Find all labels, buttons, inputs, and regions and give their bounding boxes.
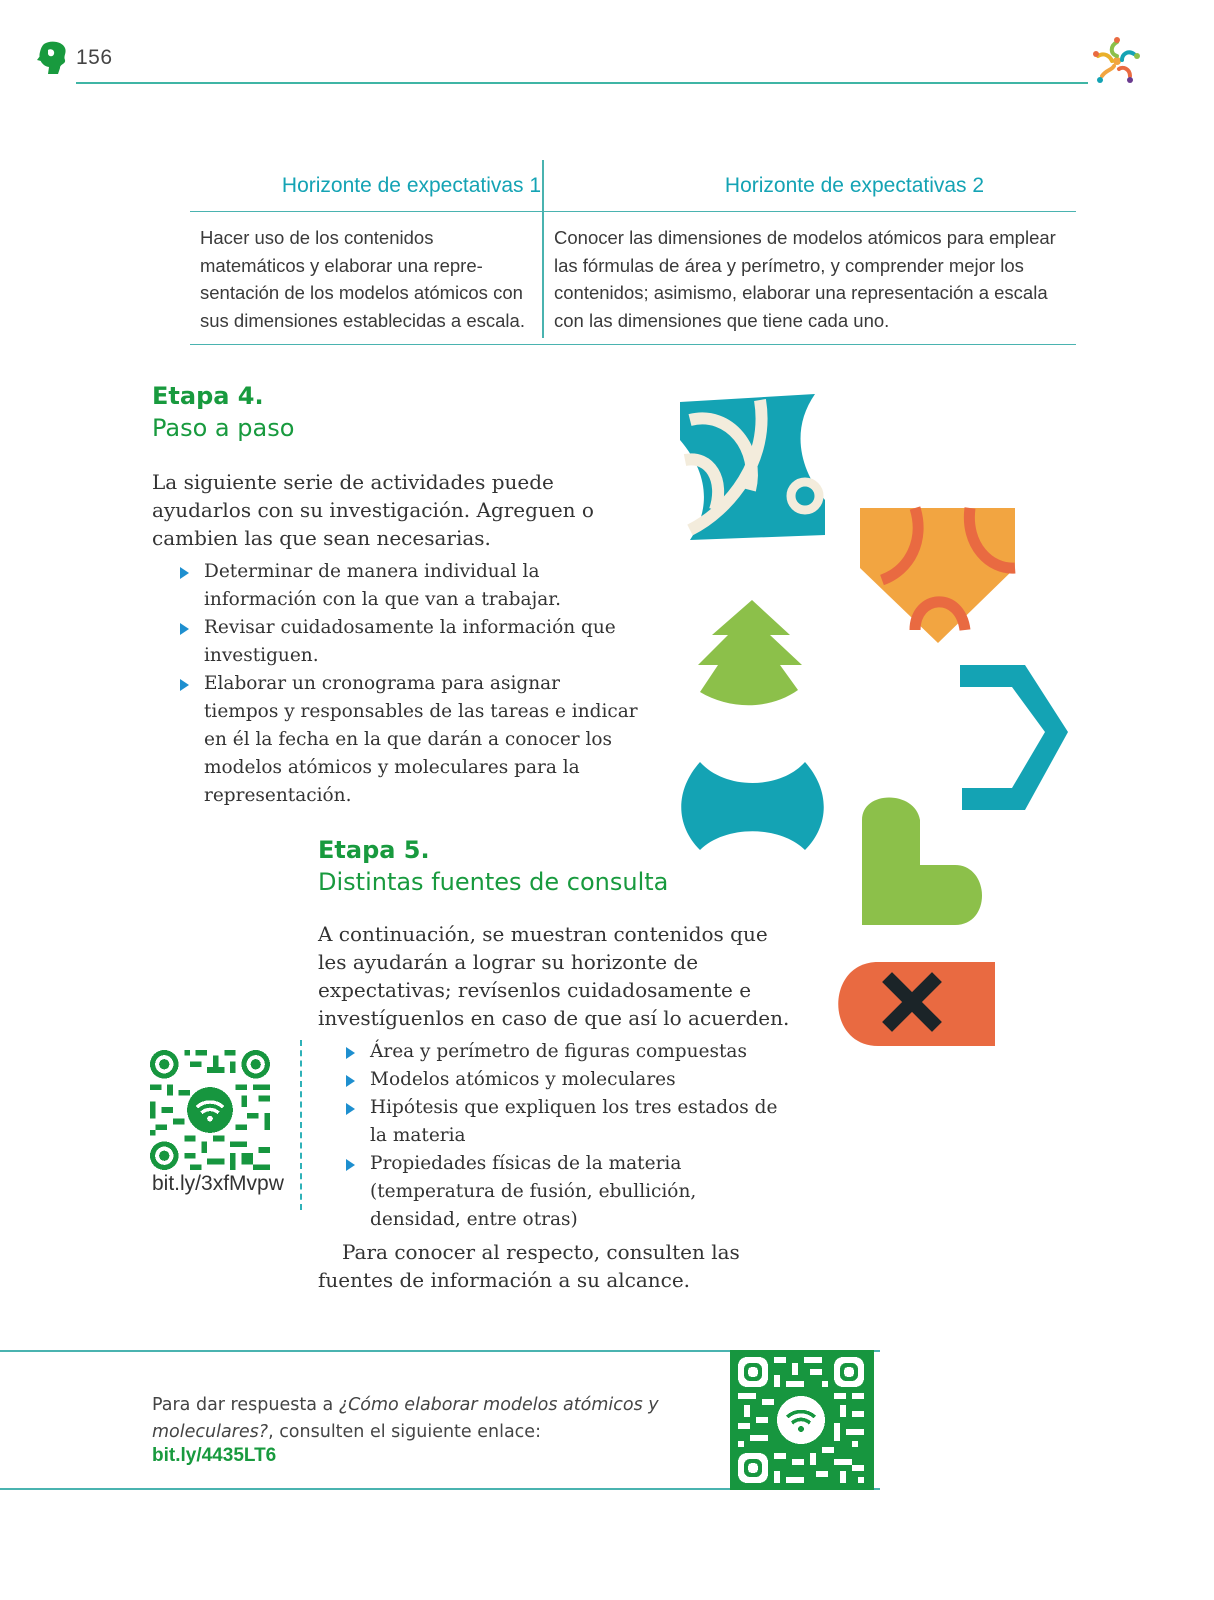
colorful-emblem-icon	[1090, 34, 1144, 88]
table-header-cell: Horizonte de expectativas 1	[281, 174, 542, 197]
teal-star-shape	[680, 394, 825, 540]
qr-code-icon[interactable]	[150, 1050, 270, 1170]
etapa4-bullet-list	[178, 558, 638, 810]
green-boot-shape	[862, 798, 982, 926]
green-tree-shape	[698, 600, 802, 705]
green-head-logo-icon	[36, 40, 68, 76]
list-item: Área y perímetro de figuras compuestas	[344, 1038, 784, 1066]
header-divider	[76, 82, 1088, 84]
table-row	[190, 212, 1076, 345]
etapa5-closing: Para conocer al respecto, consulten las fuentes de información a su alcance.	[318, 1240, 740, 1292]
list-item: Determinar de manera individual la información con la que van a trabajar.	[178, 558, 638, 614]
expectations-table	[190, 160, 1076, 345]
etapa5-bullet-list	[344, 1038, 784, 1234]
qr-link-text[interactable]: bit.ly/3xfMvpw	[152, 1172, 284, 1195]
teal-bowtie-shape	[681, 762, 824, 850]
qr-code-icon[interactable]	[738, 1357, 864, 1483]
list-item: Hipótesis que expliquen los tres estados de la materia	[344, 1094, 784, 1150]
bullet-triangle-icon	[346, 1159, 355, 1171]
list-item: Revisar cuidadosamente la información que investiguen.	[178, 614, 638, 670]
bullet-triangle-icon	[346, 1075, 355, 1087]
list-item: Elaborar un cronograma para asignar tiempos y responsables de las tareas e indicar en él la fecha en la que darán a conocer los modelos atómicos y moleculares para la representación.	[178, 670, 638, 810]
bullet-triangle-icon	[180, 623, 189, 635]
table-header-row	[190, 160, 1076, 212]
etapa5-intro: A continuación, se muestran contenidos que les ayudarán a lograr su horizonte de expectativas; revísenlos cuidadosamente e investíguenlos en caso de que así lo acuerden.	[318, 922, 790, 1030]
table-cell: Hacer uso de los contenidos matemáticos y elaborar una repre-sentación de los modelos atómicos con sus dimensiones establecidas a escala.	[200, 227, 525, 331]
etapa4-title: Etapa 4.	[152, 382, 264, 410]
orange-pentagon-shape	[860, 508, 1015, 643]
footer-question: ¿Cómo elaborar modelos atómicos y moleculares?	[152, 1395, 659, 1442]
footer-link[interactable]: bit.ly/4435LT6	[152, 1445, 277, 1466]
bullet-triangle-icon	[180, 679, 189, 691]
footer-text: Para dar respuesta a ¿Cómo elaborar modelos atómicos y moleculares?, consulten el siguiente enlace:	[152, 1395, 659, 1442]
coral-tag-shape	[838, 962, 995, 1046]
etapa5-title: Etapa 5.	[318, 836, 430, 864]
bullet-triangle-icon	[180, 567, 189, 579]
bullet-triangle-icon	[346, 1103, 355, 1115]
etapa4-subtitle: Paso a paso	[152, 414, 295, 442]
dashed-divider	[300, 1040, 302, 1210]
table-column-divider	[542, 160, 544, 338]
table-header-cell: Horizonte de expectativas 2	[724, 174, 985, 197]
table-cell: Conocer las dimensiones de modelos atómicos para emplear las fórmulas de área y perímetro, y comprender mejor los contenidos; asimismo, elaborar una representación a escala con las dimensiones que tiene cada uno.	[554, 227, 1056, 331]
etapa5-subtitle: Distintas fuentes de consulta	[318, 868, 669, 896]
bullet-triangle-icon	[346, 1047, 355, 1059]
list-item: Propiedades físicas de la materia (temperatura de fusión, ebullición, densidad, entre otras)	[344, 1150, 784, 1234]
list-item: Modelos atómicos y moleculares	[344, 1066, 784, 1094]
page-number: 156	[76, 46, 113, 69]
etapa4-intro: La siguiente serie de actividades puede ayudarlos con su investigación. Agreguen o cambien las que sean necesarias.	[152, 470, 594, 550]
teal-bracket-shape	[960, 665, 1068, 810]
